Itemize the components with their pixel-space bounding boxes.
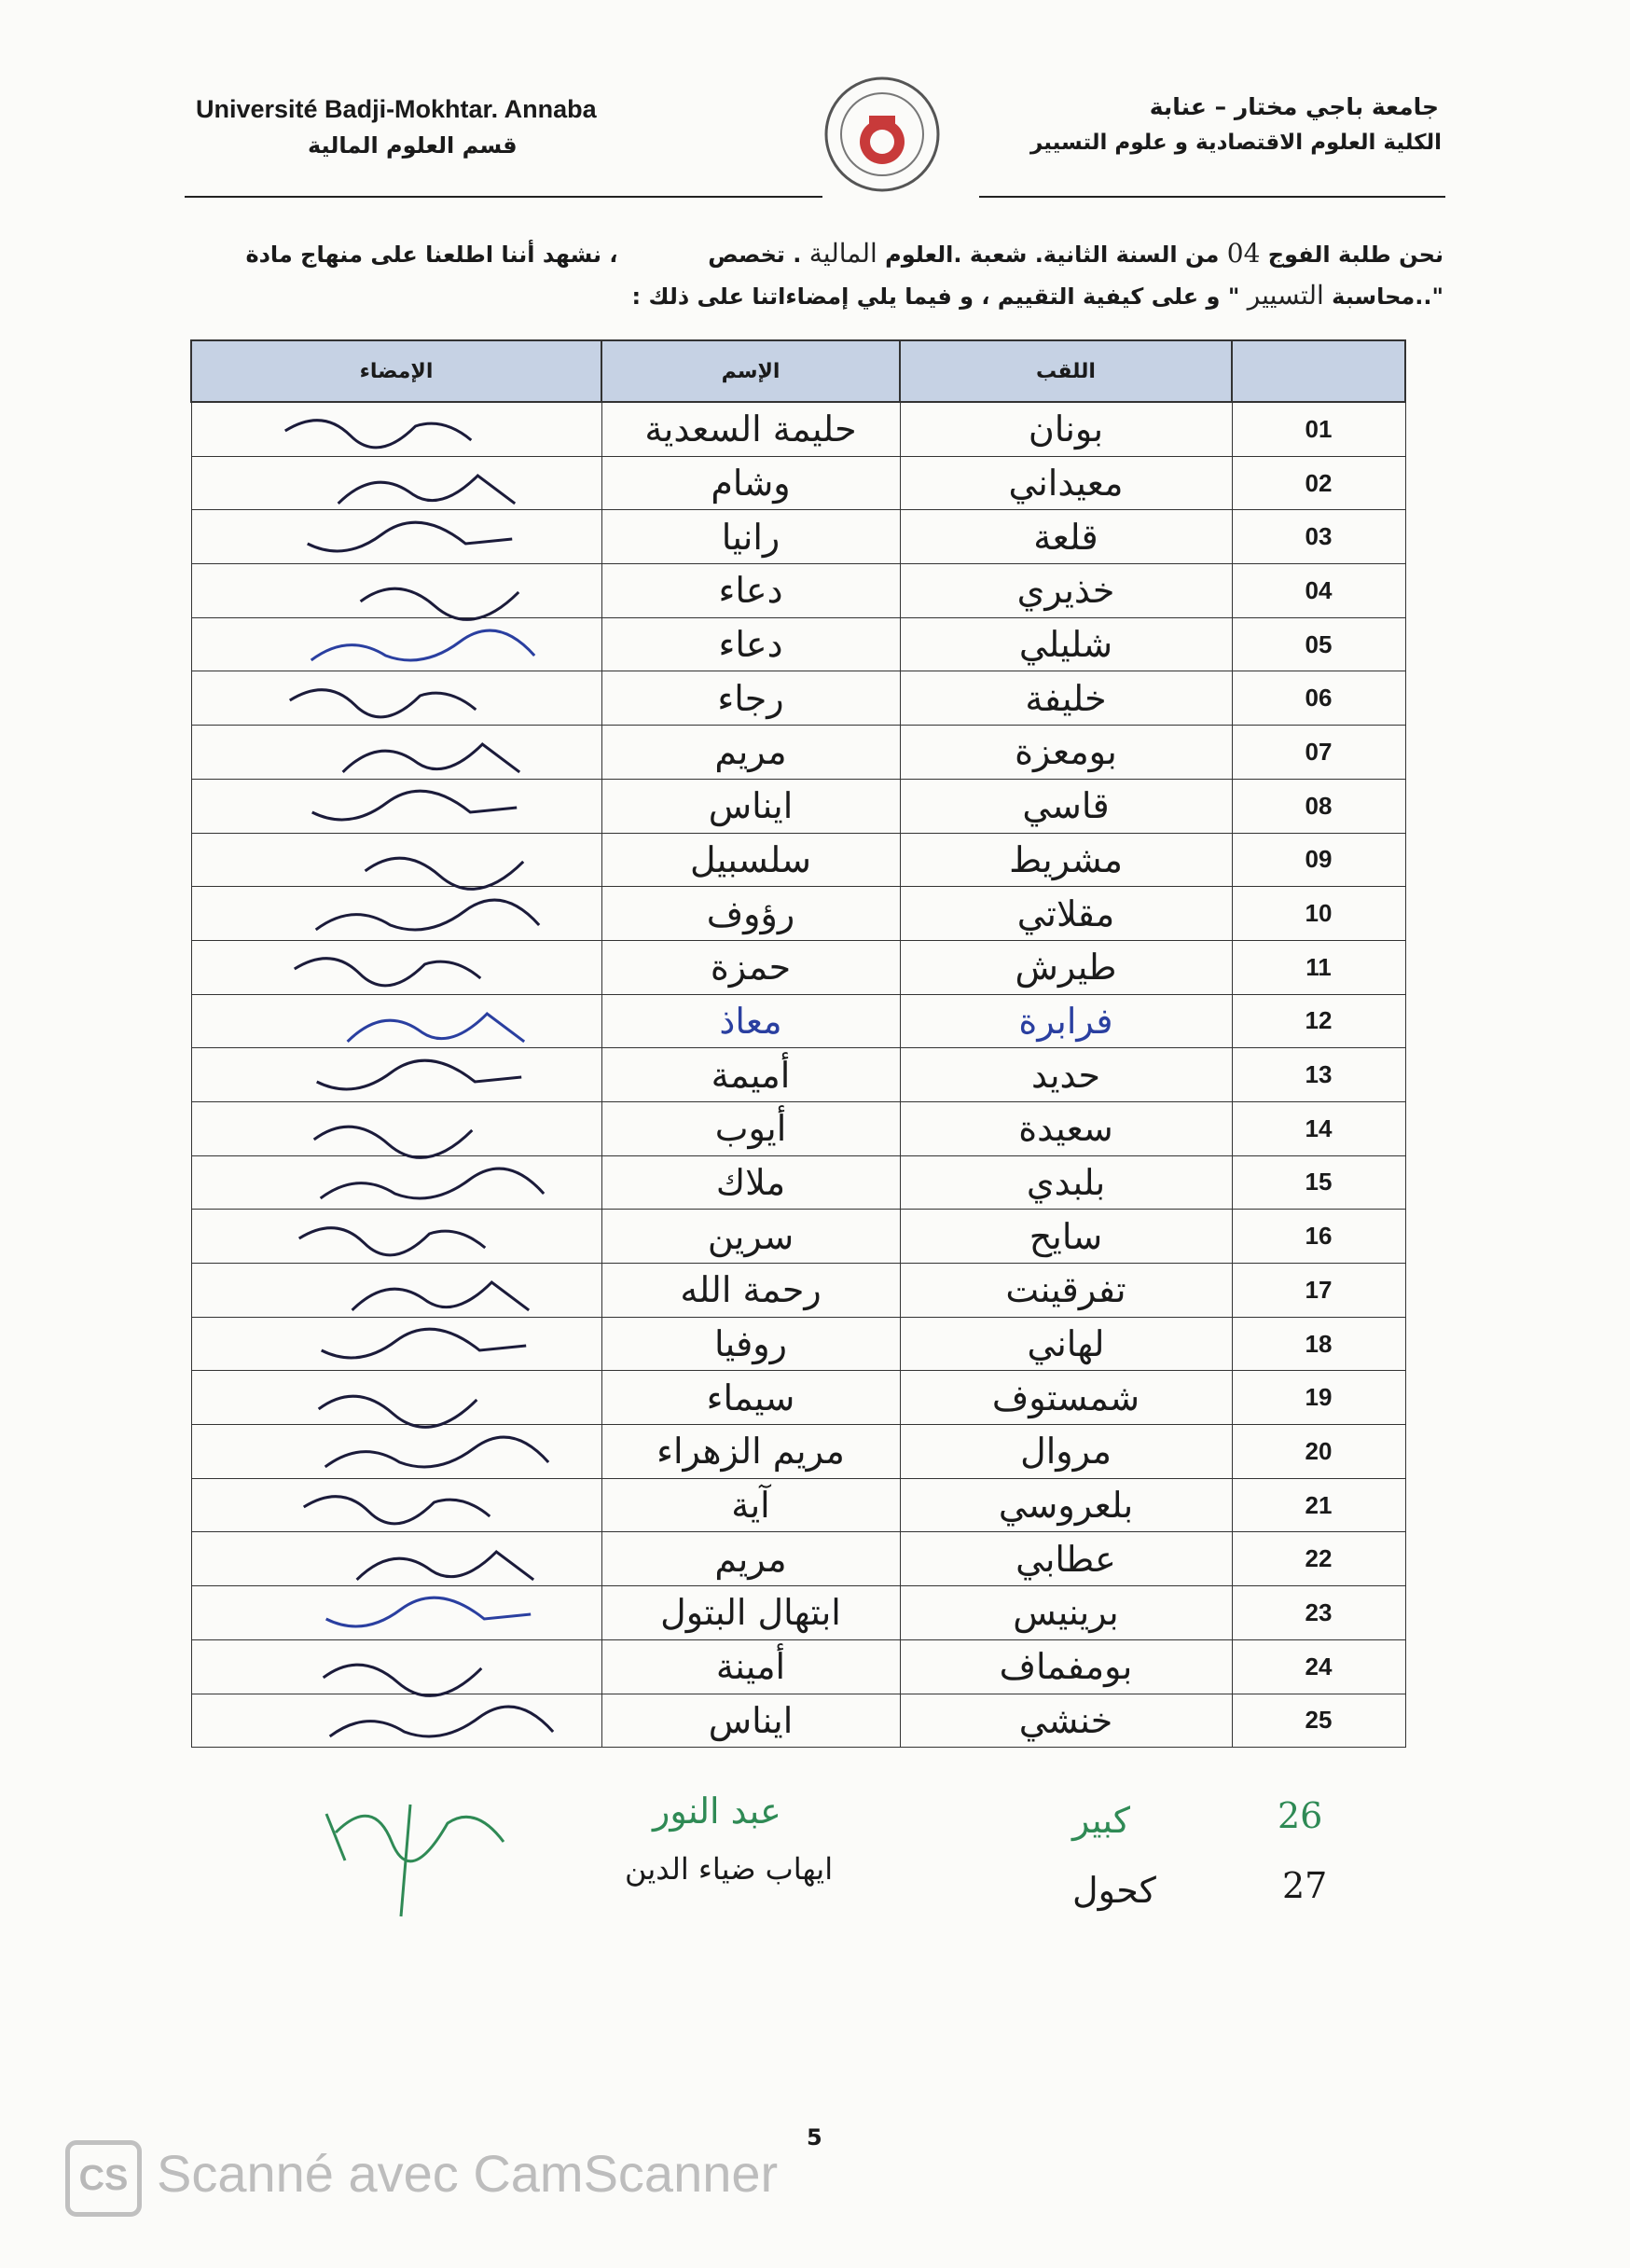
handwritten-signature: [192, 1049, 601, 1101]
table-row: [191, 1371, 1405, 1425]
table-row: [191, 1264, 1405, 1318]
signature-cell: [191, 779, 601, 833]
student-name: آية: [601, 1478, 900, 1532]
table-row: [191, 617, 1405, 671]
student-surname: برينيس: [900, 1586, 1232, 1640]
signature-cell: [191, 1425, 601, 1479]
intro-text: ، نشهد أننا اطلعنا على منهاج مادة: [245, 242, 618, 268]
page-number: 5: [807, 2124, 822, 2150]
camscanner-watermark: Scanné avec CamScanner: [157, 2144, 779, 2203]
signature-cell: [191, 887, 601, 941]
intro-line-2: [213, 280, 1444, 311]
signature-cell: [191, 1317, 601, 1371]
subject-handwritten: التسيير: [1247, 280, 1324, 311]
student-surname: بلبدي: [900, 1155, 1232, 1210]
handwritten-signature: [192, 995, 601, 1047]
student-surname: بونان: [900, 402, 1232, 456]
table-row: [191, 510, 1405, 564]
student-name: ملاك: [601, 1155, 900, 1210]
student-name: رحمة الله: [601, 1264, 900, 1318]
student-name: ايناس: [601, 779, 900, 833]
extra-row-surname: كبير: [1072, 1800, 1130, 1841]
signature-cell: [191, 510, 601, 564]
student-name: أيوب: [601, 1101, 900, 1155]
handwritten-signature: [192, 1640, 601, 1693]
row-number: 10: [1232, 887, 1405, 941]
signature-cell: [191, 940, 601, 994]
row-number: 21: [1232, 1478, 1405, 1532]
signature-cell: [191, 1155, 601, 1210]
table-row: [191, 1155, 1405, 1210]
student-surname: خليفة: [900, 671, 1232, 726]
student-surname: قاسي: [900, 779, 1232, 833]
handwritten-signature: [192, 1264, 601, 1316]
intro-text: . تخصص: [708, 242, 802, 268]
row-number: 04: [1232, 564, 1405, 618]
handwritten-signature: [192, 1425, 601, 1477]
extra-signature-26: [317, 1777, 522, 1926]
column-header-surname: اللقب: [900, 340, 1232, 402]
table-row: [191, 1478, 1405, 1532]
intro-line-1: [213, 238, 1444, 269]
student-name: مريم الزهراء: [601, 1425, 900, 1479]
extra-row-number: 26: [1278, 1795, 1323, 1836]
handwritten-signature: [192, 1318, 601, 1370]
table-row: [191, 994, 1405, 1048]
intro-text: نحن طلبة الفوج: [1267, 242, 1444, 268]
row-number: 02: [1232, 456, 1405, 510]
student-surname: سايح: [900, 1210, 1232, 1264]
table-row: [191, 1101, 1405, 1155]
signature-cell: [191, 564, 601, 618]
table-row: [191, 1048, 1405, 1102]
handwritten-signature: [192, 564, 601, 616]
table-row: [191, 726, 1405, 780]
student-name: مريم: [601, 1532, 900, 1586]
row-number: 14: [1232, 1101, 1405, 1155]
signature-cell: [191, 1101, 601, 1155]
student-surname: فرابرة: [900, 994, 1232, 1048]
signature-cell: [191, 402, 601, 456]
row-number: 20: [1232, 1425, 1405, 1479]
row-number: 11: [1232, 940, 1405, 994]
student-surname: بومعزة: [900, 726, 1232, 780]
student-name: ابتهال البتول: [601, 1586, 900, 1640]
signature-cell: [191, 726, 601, 780]
row-number: 12: [1232, 994, 1405, 1048]
student-surname: مقلاتي: [900, 887, 1232, 941]
row-number: 24: [1232, 1639, 1405, 1694]
table-row: [191, 1317, 1405, 1371]
row-number: 06: [1232, 671, 1405, 726]
handwritten-signature: [192, 1586, 601, 1639]
handwritten-signature: [192, 888, 601, 940]
signature-cell: [191, 1048, 601, 1102]
signature-cell: [191, 1371, 601, 1425]
row-number: 18: [1232, 1317, 1405, 1371]
row-number: 15: [1232, 1155, 1405, 1210]
university-name-fr: Université Badji-Mokhtar. Annaba: [196, 95, 597, 123]
header-rule-left: [185, 196, 822, 198]
university-logo: [821, 73, 944, 196]
row-number: 05: [1232, 617, 1405, 671]
table-row: [191, 833, 1405, 887]
table-row: [191, 779, 1405, 833]
student-surname: حديد: [900, 1048, 1232, 1102]
column-header-number: [1232, 340, 1405, 402]
signature-cell: [191, 671, 601, 726]
signature-cell: [191, 617, 601, 671]
table-row: [191, 1210, 1405, 1264]
handwritten-signature: [192, 618, 601, 671]
row-number: 17: [1232, 1264, 1405, 1318]
intro-text: "..محاسبة: [1332, 284, 1444, 310]
student-surname: شليلي: [900, 617, 1232, 671]
handwritten-signature: [192, 672, 601, 725]
student-name: سرين: [601, 1210, 900, 1264]
table-row: [191, 1425, 1405, 1479]
table-header-row: [191, 340, 1405, 402]
signature-cell: [191, 1210, 601, 1264]
student-name: رانيا: [601, 510, 900, 564]
student-name: رؤوف: [601, 887, 900, 941]
row-number: 08: [1232, 779, 1405, 833]
signature-cell: [191, 1586, 601, 1640]
student-name: حمزة: [601, 940, 900, 994]
student-surname: مروال: [900, 1425, 1232, 1479]
student-surname: قلعة: [900, 510, 1232, 564]
handwritten-signature: [192, 457, 601, 509]
group-number: 04: [1226, 238, 1261, 269]
table-row: [191, 671, 1405, 726]
row-number: 13: [1232, 1048, 1405, 1102]
column-header-signature: الإمضاء: [191, 340, 601, 402]
student-surname: معيداني: [900, 456, 1232, 510]
student-surname: سعيدة: [900, 1101, 1232, 1155]
table-row: [191, 1639, 1405, 1694]
student-name: أميمة: [601, 1048, 900, 1102]
student-surname: عطابي: [900, 1532, 1232, 1586]
table-row: [191, 940, 1405, 994]
handwritten-signature: [192, 1694, 601, 1747]
signature-cell: [191, 833, 601, 887]
handwritten-signature: [192, 1479, 601, 1531]
row-number: 01: [1232, 402, 1405, 456]
student-surname: بومفماف: [900, 1639, 1232, 1694]
handwritten-signature: [192, 403, 601, 455]
student-surname: مشريط: [900, 833, 1232, 887]
student-name: وشام: [601, 456, 900, 510]
signature-cell: [191, 1532, 601, 1586]
intro-text: من السنة الثانية. شعبة .العلوم: [885, 242, 1220, 268]
handwritten-signature: [192, 1156, 601, 1209]
row-number: 23: [1232, 1586, 1405, 1640]
handwritten-signature: [192, 1533, 601, 1585]
extra-row-surname: كحول: [1072, 1870, 1156, 1911]
row-number: 25: [1232, 1694, 1405, 1748]
student-name: سلسبيل: [601, 833, 900, 887]
row-number: 07: [1232, 726, 1405, 780]
row-number: 09: [1232, 833, 1405, 887]
row-number: 03: [1232, 510, 1405, 564]
student-name: دعاء: [601, 617, 900, 671]
department-name: قسم العلوم المالية: [308, 132, 518, 159]
signature-cell: [191, 1264, 601, 1318]
student-surname: شمستوف: [900, 1371, 1232, 1425]
student-name: حليمة السعدية: [601, 402, 900, 456]
table-row: [191, 402, 1405, 456]
student-name: معاذ: [601, 994, 900, 1048]
student-surname: بلعروسي: [900, 1478, 1232, 1532]
table-row: [191, 1586, 1405, 1640]
camscanner-logo: CS: [65, 2140, 142, 2217]
row-number: 16: [1232, 1210, 1405, 1264]
table-row: [191, 564, 1405, 618]
signature-cell: [191, 1694, 601, 1748]
signature-cell: [191, 1478, 601, 1532]
signature-cell: [191, 994, 601, 1048]
row-number: 22: [1232, 1532, 1405, 1586]
student-surname: تفرقينت: [900, 1264, 1232, 1318]
intro-text: " و على كيفية التقييم ، و فيما يلي إمضاءاتنا على ذلك :: [631, 284, 1240, 310]
student-name: رجاء: [601, 671, 900, 726]
handwritten-signature: [192, 941, 601, 993]
header-rule-right: [979, 196, 1445, 198]
student-name: دعاء: [601, 564, 900, 618]
table-row: [191, 1694, 1405, 1748]
student-name: أمينة: [601, 1639, 900, 1694]
signature-cell: [191, 1639, 601, 1694]
handwritten-signature: [192, 511, 601, 563]
student-roster-table: [190, 339, 1406, 1748]
handwritten-signature: [192, 1102, 601, 1155]
extra-row-name: ايهاب ضياء الدين: [625, 1851, 834, 1887]
signature-cell: [191, 456, 601, 510]
student-surname: طيرش: [900, 940, 1232, 994]
student-name: سيماء: [601, 1371, 900, 1425]
extra-row-number: 27: [1282, 1865, 1328, 1906]
handwritten-signature: [192, 780, 601, 832]
student-name: ايناس: [601, 1694, 900, 1748]
student-surname: لهاني: [900, 1317, 1232, 1371]
student-name: روفيا: [601, 1317, 900, 1371]
row-number: 19: [1232, 1371, 1405, 1425]
university-name-ar: جامعة باجي مختار – عنابة: [1149, 93, 1439, 120]
branch-handwritten: المالية: [808, 238, 877, 269]
student-surname: خذيري: [900, 564, 1232, 618]
handwritten-signature: [192, 834, 601, 886]
handwritten-signature: [192, 1210, 601, 1263]
table-row: [191, 1532, 1405, 1586]
handwritten-signature: [192, 1372, 601, 1424]
extra-row-name: عبد النور: [653, 1791, 781, 1832]
table-row: [191, 887, 1405, 941]
table-row: [191, 456, 1405, 510]
student-name: مريم: [601, 726, 900, 780]
handwritten-signature: [192, 726, 601, 778]
faculty-name-ar: الكلية العلوم الاقتصادية و علوم التسيير: [1029, 131, 1442, 155]
column-header-name: الإسم: [601, 340, 900, 402]
student-surname: خنشي: [900, 1694, 1232, 1748]
